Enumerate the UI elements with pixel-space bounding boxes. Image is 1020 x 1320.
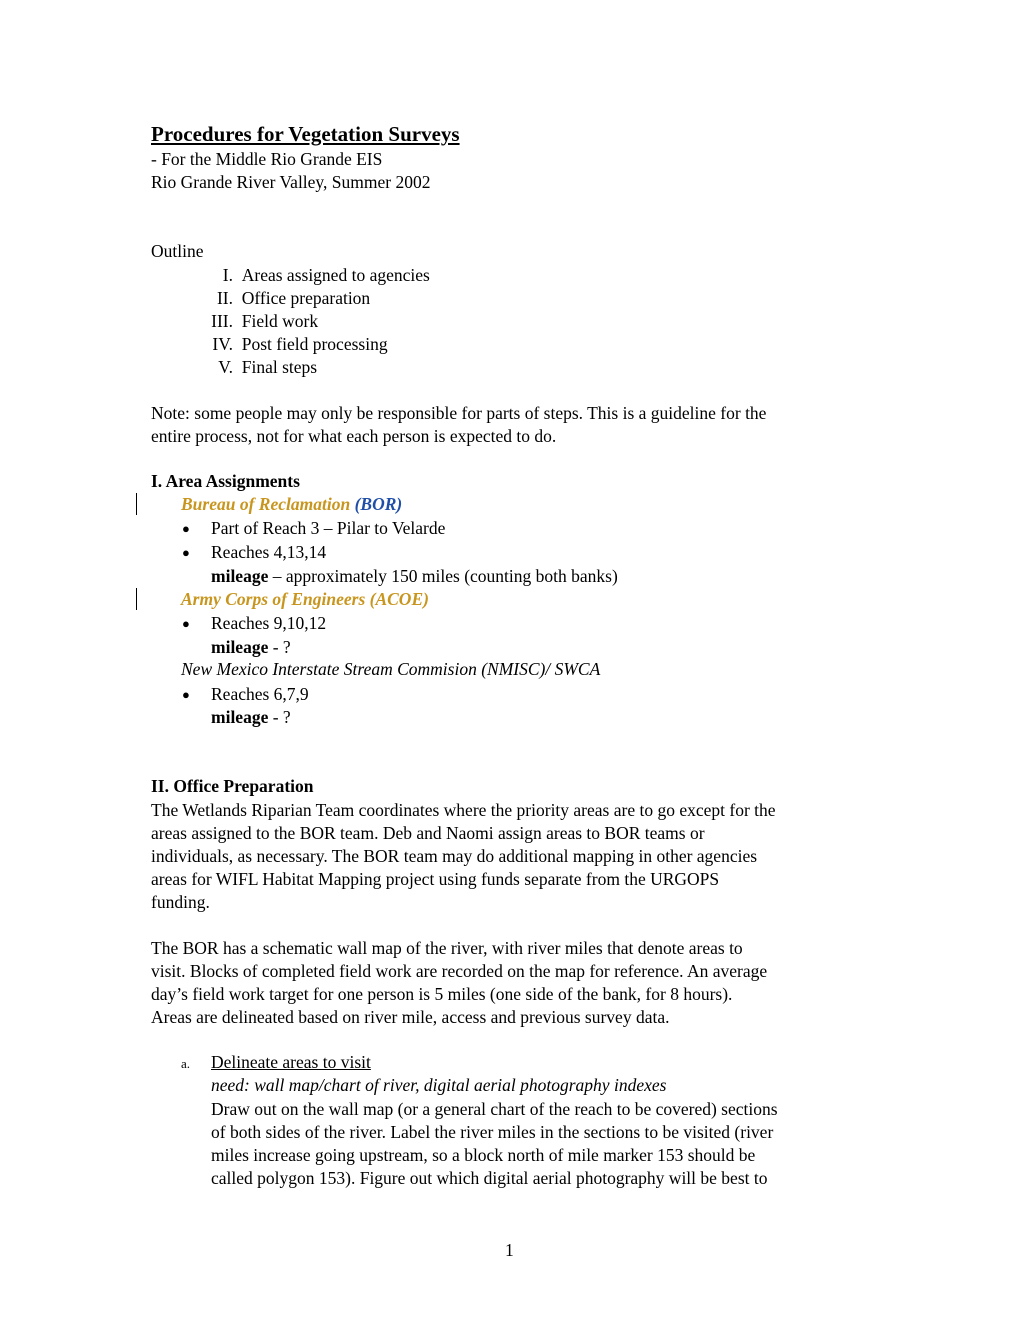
paragraph-line: The Wetlands Riparian Team coordinates where the priority areas are to go except for the [151,800,776,820]
mileage-value: - ? [268,637,291,657]
outline-item-number: IV. [212,334,233,354]
outline-item-text: Final steps [241,357,318,377]
outline-item-text: Areas assigned to agencies [241,265,430,285]
office-paragraph-1 [151,799,871,914]
bullet-icon: ● [182,616,190,631]
outline-item [181,310,430,333]
acoe-reach-item: Reaches 9,10,12 [211,613,327,633]
subtitle-eis: - For the Middle Rio Grande EIS [151,149,383,169]
outline-item-number: III. [211,311,233,331]
bullet-icon: ● [182,687,190,702]
page-number: 1 [505,1240,514,1260]
outline-item [181,264,430,287]
outline-item [181,333,430,356]
mileage-value: - ? [268,707,291,727]
revision-bar [136,493,137,515]
paragraph-line: Draw out on the wall map (or a general chart of the reach to be covered) sections [211,1099,778,1119]
paragraph-line: individuals, as necessary. The BOR team may do additional mapping in other agencies [151,846,758,866]
outline-item-number: II. [216,288,233,308]
outline-heading: Outline [151,241,204,261]
subtitle-location: Rio Grande River Valley, Summer 2002 [151,172,431,192]
section-heading-area-assignments: I. Area Assignments [151,471,300,491]
section-heading-office-preparation: II. Office Preparation [151,776,314,796]
outline-item-number: V. [218,357,233,377]
bor-reach-item: Part of Reach 3 – Pilar to Velarde [211,518,446,538]
mileage-value: – approximately 150 miles (counting both banks) [268,566,618,586]
note-paragraph [151,402,871,448]
bor-mileage [211,566,618,587]
outline-item [181,356,430,379]
paragraph-line: visit. Blocks of completed field work are recorded on the map for reference. An average [151,961,768,981]
agency-acoe-heading: Army Corps of Engineers (ACOE) [181,589,429,609]
nmisc-reach-item: Reaches 6,7,9 [211,684,309,704]
mileage-label: mileage [211,707,269,727]
bullet-icon: ● [182,545,190,560]
outline-list [181,264,430,379]
paragraph-line: areas for WIFL Habitat Mapping project using funds separate from the URGOPS [151,869,720,889]
outline-item-text: Office preparation [241,288,371,308]
acoe-mileage [211,637,291,658]
subsection-body [211,1098,778,1190]
note-line: Note: some people may only be responsible for parts of steps. This is a guideline for the [151,403,767,423]
office-paragraph-2 [151,937,871,1029]
paragraph-line: miles increase going upstream, so a block north of mile marker 153 should be [211,1145,756,1165]
paragraph-line: funding. [151,892,210,912]
outline-item-text: Post field processing [241,334,388,354]
paragraph-line: called polygon 153). Figure out which digital aerial photography will be best to [211,1168,768,1188]
bullet-icon: ● [182,521,190,536]
paragraph-line: day’s field work target for one person is 5 miles (one side of the bank, for 8 hours). [151,984,733,1004]
outline-item-number: I. [222,265,233,285]
mileage-label: mileage [211,566,269,586]
paragraph-line: The BOR has a schematic wall map of the river, with river miles that denote areas to [151,938,743,958]
outline-item [181,287,430,310]
agency-bor-name: Bureau of Reclamation [181,494,355,514]
agency-bor-abbr: (BOR) [354,494,403,514]
revision-bar [136,588,137,610]
outline-item-text: Field work [241,311,319,331]
subsection-need: need: wall map/chart of river, digital aerial photography indexes [211,1075,667,1095]
paragraph-line: of both sides of the river. Label the river miles in the sections to be visited (river [211,1122,774,1142]
nmisc-mileage [211,707,291,728]
subsection-title: Delineate areas to visit [211,1052,371,1072]
list-marker-a: a. [181,1056,191,1071]
paragraph-line: Areas are delineated based on river mile, access and previous survey data. [151,1007,670,1027]
bor-reach-item: Reaches 4,13,14 [211,542,327,562]
page-title: Procedures for Vegetation Surveys [151,122,460,146]
paragraph-line: areas assigned to the BOR team. Deb and Naomi assign areas to BOR teams or [151,823,705,843]
agency-nmisc-heading: New Mexico Interstate Stream Commision (NMISC)/ SWCA [181,659,601,679]
note-line: entire process, not for what each person is expected to do. [151,426,557,446]
agency-bor-heading [181,494,402,515]
mileage-label: mileage [211,637,269,657]
